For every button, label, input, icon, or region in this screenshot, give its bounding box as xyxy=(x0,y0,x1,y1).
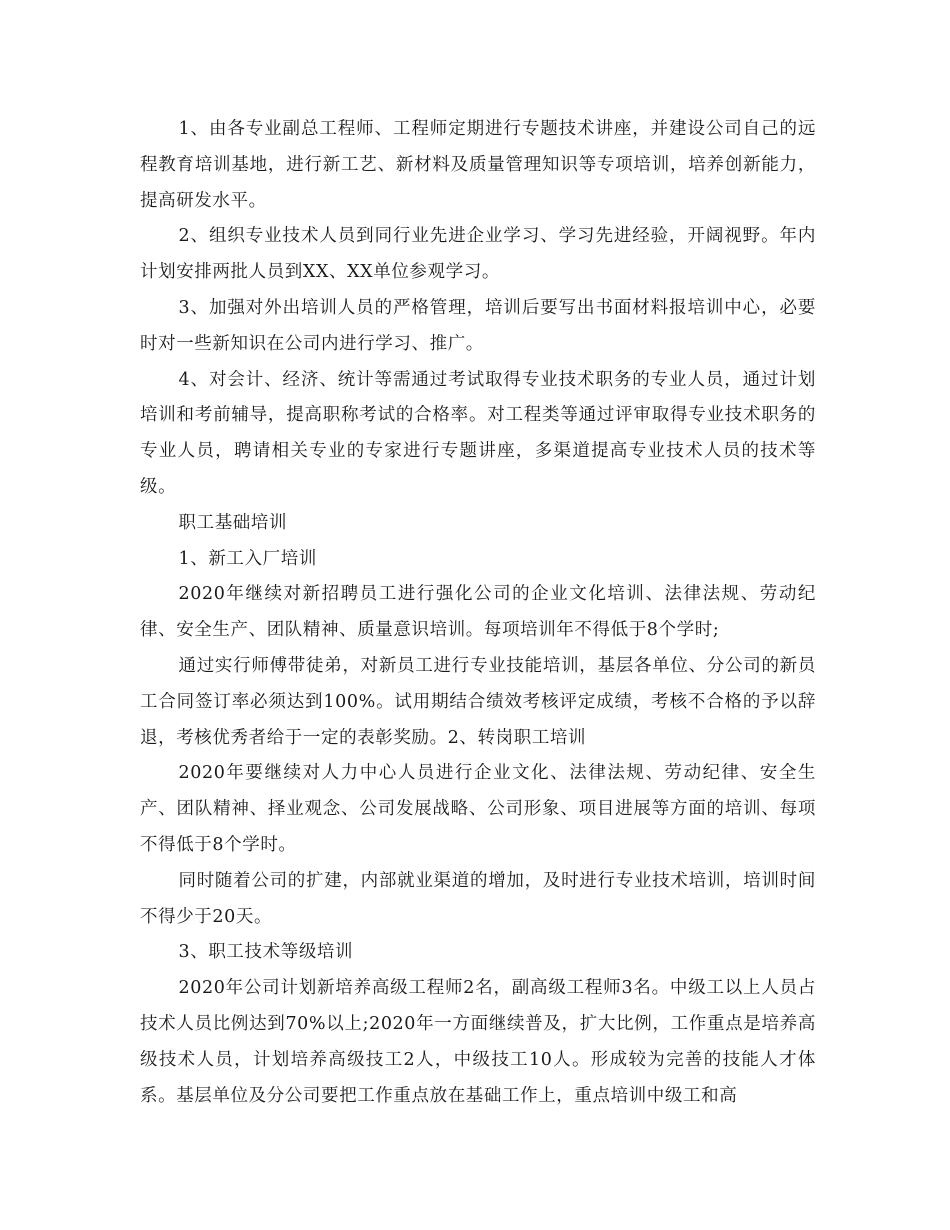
subheading-skill-level-training: 3、职工技术等级培训 xyxy=(178,942,354,963)
document-body xyxy=(140,112,816,1114)
section-heading-basic-training: 职工基础培训 xyxy=(178,512,288,533)
paragraph-exam-tutoring: 4、对会计、经济、统计等需通过考试取得专业技术职务的专业人员，通过计划培训和考前辅导，提高职称考试的合格率。对工程类等通过评审取得专业技术职务的专业人员，聘请相关专业的专家进行专题讲座，多渠道提高专业技术人员的技术等级。 xyxy=(140,369,816,497)
paragraph-peer-study: 2、组织专业技术人员到同行业先进企业学习、学习先进经验，开阔视野。年内计划安排两批人员到XX、XX单位参观学习。 xyxy=(140,226,816,283)
paragraph-new-hire-culture: 2020年继续对新招聘员工进行强化公司的企业文化培训、法律法规、劳动纪律、安全生产、团队精神、质量意识培训。每项培训年不得低于8个学时; xyxy=(140,584,816,641)
paragraph-transfer-training: 2020年要继续对人力中心人员进行企业文化、法律法规、劳动纪律、安全生产、团队精神、择业观念、公司发展战略、公司形象、项目进展等方面的培训、每项不得低于8个学时。 xyxy=(140,763,816,855)
subheading-new-hire-training: 1、新工入厂培训 xyxy=(178,548,317,569)
paragraph-mentorship: 通过实行师傅带徒弟，对新员工进行专业技能培训，基层各单位、分公司的新员工合同签订率必须达到100%。试用期结合绩效考核评定成绩，考核不合格的予以辞退，考核优秀者给于一定的表彰奖励。2、转岗职工培训 xyxy=(140,655,816,748)
paragraph-lecture-training: 1、由各专业副总工程师、工程师定期进行专题技术讲座，并建设公司自己的远程教育培训基地，进行新工艺、新材料及质量管理知识等专项培训，培养创新能力，提高研发水平。 xyxy=(140,119,816,211)
paragraph-expansion-training: 同时随着公司的扩建，内部就业渠道的增加，及时进行专业技术培训，培训时间不得少于20天。 xyxy=(140,870,816,927)
paragraph-external-training-management: 3、加强对外出培训人员的严格管理，培训后要写出书面材料报培训中心，必要时对一些新知识在公司内进行学习、推广。 xyxy=(140,297,816,354)
paragraph-engineer-plan: 2020年公司计划新培养高级工程师2名，副高级工程师3名。中级工以上人员占技术人员比例达到70%以上;2020年一方面继续普及，扩大比例，工作重点是培养高级技术人员，计划培养高级技工2人，中级技工10人。形成较为完善的技能人才体系。基层单位及分公司要把工作重点放在基础工作上，重点培训中级工和高 xyxy=(140,978,816,1106)
